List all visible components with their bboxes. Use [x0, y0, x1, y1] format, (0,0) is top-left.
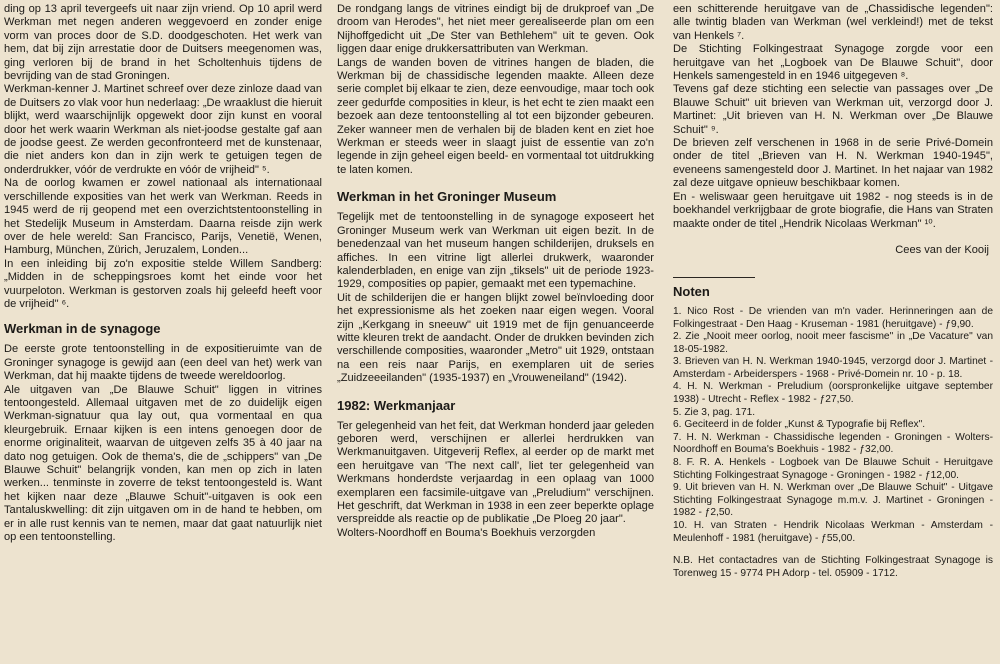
contact-note: N.B. Het contactadres van de Stichting Folkingestraat Synagoge is Torenweg 15 - 9774 PH Adorp - tel. 05909 - 1712.: [673, 555, 993, 579]
column-1: [4, 3, 322, 544]
paragraph: Tegelijk met de tentoonstelling in de synagoge exposeert het Groninger Museum werk van Werkman uit eigen bezit. In de benedenzaal van het museum hangen schilderijen, druksels en affiches. In een vitrine ligt allerlei drukwerk, waaronder kalenderbladen, en enige van zijn „tiksels" uit de periode 1923-1929, composities op papier, gemaakt met een typemachine.: [337, 211, 654, 291]
note-item: 2. Zie „Nooit meer oorlog, nooit meer fascisme" in „De Vacature" van 18-05-1982.: [673, 331, 993, 355]
section-heading-synagoge: Werkman in de synagoge: [4, 321, 161, 337]
paragraph: Langs de wanden boven de vitrines hangen de bladen, die Werkman bij de chassidische legenden maakte. Alleen deze serie complet bij elkaar te zien, deze eenvoudige, maar toch ook zeer gedurfde composities in kleur, is het echt te zien maakt een bezoek aan deze tentoonstelling al tot een bijzonder gebeuren. Zeker wanneer men de verhalen bij de bladen kent en ziet hoe Werkman er steeds weer in slaagt juist de essentie van zo'n legende in zijn geheel eigen beeld- en vormentaal tot uitdrukking te laten komen.: [337, 56, 655, 176]
paragraph: Ale uitgaven van „De Blauwe Schuit" liggen in vitrines tentoongesteld. Allemaal uitgaven met de zo duidelijk eigen Werkman-signatuur qua lay out, qua vormentaal en qua kleurgebruik. Ernaar kijken is een intens genoegen door de enorme originaliteit, waarvan de uitgeven zelfs 35 à 40 jaar na dato nog getuigen. Ook de thema's, die de „schippers" van „De Blauwe Schuit" belangrijk vonden, kan men op zich in laten werken... tenminste in zoverre de tekst tentoongesteld is. Want het kijken naar deze „Blauwe Schuit"-uitgaven is ook een Tantaluskwelling: dit zijn uitgaven om in de hand te hebben, om er in alle rust kennis van te nemen, maar dat gaat natuurlijk niet op een tentoonstelling.: [4, 383, 322, 544]
note-item: 8. F. R. A. Henkels - Logboek van De Blauwe Schuit - Heruitgave Stichting Folkingestraat Synagoge - Groningen - 1982 - ƒ12,00.: [673, 457, 993, 481]
notes-divider: [673, 277, 755, 278]
paragraph: Werkman-kenner J. Martinet schreef over deze zinloze daad van de Duitsers zo vlak voor hun nederlaag: „De wraaklust die hieruit blijkt, werd waarschijnlijk opgewekt door zijn kunst en vooral door het werk waarin Werkman als niet-joodse gestalte gaf aan de joodse geest. Ze werden geconfronteerd met de kunstenaar, die niet anders kon dan in zijn werk te getuigen tegen de onderdrukker, vóór de verdrukte en vóór de vrijheid" ⁵.: [4, 83, 322, 176]
paragraph: Uit de schilderijen die er hangen blijkt zowel beïnvloeding door het expressionisme als het zoeken naar eigen wegen. Vooral zijn „Kerkgang in sneeuw" uit 1919 met de fijn genuanceerde witte kleuren trekt de aandacht. Onder de drukken bevinden zich verschillende composities, waaronder „Metro" uit 1929, ontstaan na een reis naar Parijs, en exemplaren uit de series „Zuidzeeeilanden" (1935-1937) en „Vrouweneiland" (1942).: [337, 291, 654, 385]
note-item: 3. Brieven van H. N. Werkman 1940-1945, verzorgd door J. Martinet - Amsterdam - Arbeiderspers - 1968 - Privé-Domein nr. 10 - p. 18.: [673, 356, 993, 380]
paragraph: En - weliswaar geen heruitgave uit 1982 - nog steeds is in de boekhandel verkrijgbaar de grote biografie, die Hans van Straten maakte onder de titel „Hendrik Nicolaas Werkman" ¹⁰.: [673, 190, 993, 230]
paragraph: Wolters-Noordhoff en Bouma's Boekhuis verzorgden: [337, 526, 596, 539]
paragraph: ding op 13 april tevergeefs uit naar zijn vriend. Op 10 april werd Werkman met negen anderen weggevoerd en zonder enige vorm van proces door de S.D. doodgeschoten. Het werk van hem, dat bij zijn arrestatie door de Duitsers meegenomen was, ging verloren bij de brand in het Scholtenhuis tijdens de bevrijding van de stad Groningen.: [4, 3, 322, 83]
section-heading-werkmanjaar: 1982: Werkmanjaar: [337, 397, 456, 413]
note-item: 9. Uit brieven van H. N. Werkman over „De Blauwe Schuit" - Uitgave Stichting Folkingestraat Synagoge m.m.v. J. Martinet - Groningen - 1982 - ƒ2,50.: [673, 482, 993, 519]
paragraph: De rondgang langs de vitrines eindigt bij de drukproef van „De droom van Herodes", het niet meer gerealiseerde plan om een Nijhoffgedicht uit „De Ster van Bethlehem" uit te geven. Ook liggen daar enige drukkersattributen van Werkman.: [337, 3, 654, 56]
note-item: 7. H. N. Werkman - Chassidische legenden - Groningen - Wolters-Noordhoff en Bouma's Boekhuis - 1982 - ƒ32,00.: [673, 431, 993, 456]
notes-list: [673, 306, 993, 580]
paragraph: Na de oorlog kwamen er zowel nationaal als internationaal verschillende exposities van het werk van Werkman. Reeds in 1945 werd de rij geopend met een overzichtstentoonstelling in het Stedelijk Museum in Amsterdam. Daarna reisde zijn werk over de hele wereld: San Francisco, Parijs, Venetië, Wenen, Hamburg, München, Zürich, Jeruzalem, Londen...: [4, 177, 322, 257]
column-3: [673, 3, 993, 580]
paragraph: Ter gelegenheid van het feit, dat Werkman honderd jaar geleden geboren werd, verschijnen er allerlei herdrukken van Werkmanuitgaven. Uitgeverij Reflex, al eerder op de markt met een heruitgave van 'The next call', liet ter gelegenheid van Werkmans honderdste verjaardag in een oplaag van 1000 exemplaren een facsimile-uitgave van „Preludium" verschijnen. Het geschrift, dat Werkman in 1938 in een zeer beperkte oplage verspreidde als reactie op de publikatie „De Ploeg 20 jaar".: [337, 419, 654, 526]
note-item: 6. Geciteerd in de folder „Kunst & Typografie bij Reflex".: [673, 419, 926, 431]
section-heading-groninger-museum: Werkman in het Groninger Museum: [337, 189, 557, 205]
paragraph: De brieven zelf verschenen in 1968 in de serie Privé-Domein onder de titel „Brieven van H. N. Werkman 1940-1945", eveneens samengesteld door J. Martinet. In het najaar van 1982 zal deze uitgave opnieuw beschikbaar komen.: [673, 137, 993, 190]
paragraph: De Stichting Folkingestraat Synagoge zorgde voor een heruitgave van het „Logboek van De Blauwe Schuit", door Henkels samengesteld in en 1946 uitgegeven ⁸.: [673, 43, 993, 83]
paragraph: De eerste grote tentoonstelling in de expositieruimte van de Groninger synagoge is gewijd aan (een deel van het) werk van Werkman, dat hij maakte tijdens de tweede wereldoorlog.: [4, 343, 322, 383]
note-item: 5. Zie 3, pag. 171.: [673, 406, 756, 418]
notes-heading: Noten: [673, 283, 710, 299]
note-item: 10. H. van Straten - Hendrik Nicolaas Werkman - Amsterdam - Meulenhoff - 1981 (heruitgave) - ƒ55,00.: [673, 520, 993, 544]
author-signature: Cees van der Kooij: [895, 243, 989, 256]
paragraph: In een inleiding bij zo'n expositie stelde Willem Sandberg: „Midden in de scheppingsroes komt het einde voor het vuurpeloton. Werkman is gestorven zoals hij geleefd heeft voor de vrijheid" ⁶.: [4, 257, 322, 310]
paragraph: Tevens gaf deze stichting een selectie van passages over „De Blauwe Schuit" uit brieven van Werkman uit, verzorgd door J. Martinet: „Uit brieven van H. N. Werkman over „De Blauwe Schuit" ⁹.: [673, 83, 993, 136]
column-2: [337, 3, 654, 540]
note-item: 4. H. N. Werkman - Preludium (oorspronkelijke uitgave september 1938) - Utrecht - Reflex - 1982 - ƒ27,50.: [673, 381, 993, 406]
note-item: 1. Nico Rost - De vrienden van m'n vader. Herinneringen aan de Folkingestraat - Den Haag - Kruseman - 1981 (heruitgave) - ƒ9,90.: [673, 305, 993, 330]
paragraph: een schitterende heruitgave van de „Chassidische legenden": alle twintig bladen van Werkman (wel verkleind!) met de tekst van Henkels ⁷.: [673, 3, 993, 42]
